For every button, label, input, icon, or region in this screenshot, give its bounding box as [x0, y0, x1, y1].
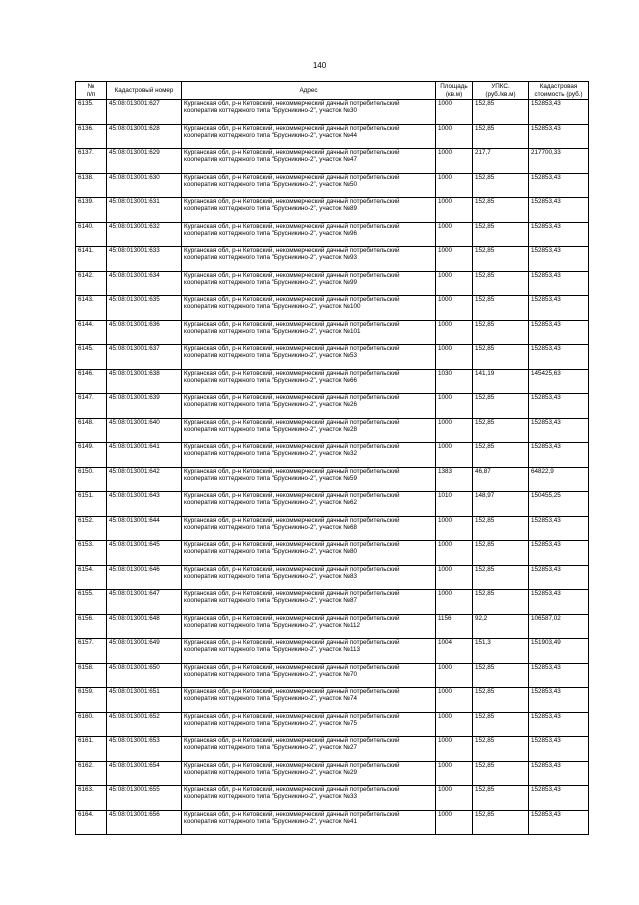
cell-num: 6164.: [76, 810, 107, 835]
cell-upks: 152,85: [473, 516, 529, 541]
cell-area: 1000: [436, 100, 473, 125]
cell-address: Курганская обл, р-н Кетовский, некоммерческий дачный потребительский кооператив коттеджного типа "Брусникино-2", участок №96: [182, 222, 436, 247]
cell-num: 6136.: [76, 124, 107, 149]
cell-area: 1383: [436, 467, 473, 492]
cell-address: Курганская обл, р-н Кетовский, некоммерческий дачный потребительский кооператив коттеджного типа "Брусникино-2", участок №26: [182, 394, 436, 419]
cell-value: 152853,43: [529, 418, 589, 443]
table-row: [76, 296, 589, 321]
cell-upks: 152,85: [473, 100, 529, 125]
cell-upks: 152,85: [473, 222, 529, 247]
cell-num: 6155.: [76, 590, 107, 615]
table-row: [76, 222, 589, 247]
cell-area: 1000: [436, 443, 473, 468]
table-row: [76, 516, 589, 541]
cell-area: 1000: [436, 688, 473, 713]
cell-value: 152853,43: [529, 198, 589, 223]
cell-value: 64822,9: [529, 467, 589, 492]
cell-value: 151903,49: [529, 639, 589, 664]
cell-cadastral: 45:08:013001:651: [107, 688, 182, 713]
cell-upks: 152,85: [473, 394, 529, 419]
cell-value: 152853,43: [529, 222, 589, 247]
cell-cadastral: 45:08:013001:655: [107, 786, 182, 811]
cell-cadastral: 45:08:013001:627: [107, 100, 182, 125]
cell-value: 152853,43: [529, 541, 589, 566]
cell-value: 152853,43: [529, 786, 589, 811]
cell-num: 6143.: [76, 296, 107, 321]
cell-upks: 152,85: [473, 296, 529, 321]
cell-num: 6160.: [76, 712, 107, 737]
cell-value: 152853,43: [529, 443, 589, 468]
table-row: [76, 786, 589, 811]
cell-upks: 152,85: [473, 418, 529, 443]
cell-num: 6157.: [76, 639, 107, 664]
cell-cadastral: 45:08:013001:650: [107, 663, 182, 688]
cell-upks: 152,85: [473, 443, 529, 468]
cell-area: 1156: [436, 614, 473, 639]
cell-area: 1004: [436, 639, 473, 664]
cell-upks: 152,85: [473, 810, 529, 835]
table-row: [76, 198, 589, 223]
cell-address: Курганская обл, р-н Кетовский, некоммерческий дачный потребительский кооператив коттеджного типа "Брусникино-2", участок №74: [182, 688, 436, 713]
cell-num: 6152.: [76, 516, 107, 541]
cell-num: 6161.: [76, 737, 107, 762]
table-row: [76, 590, 589, 615]
cell-num: 6158.: [76, 663, 107, 688]
cell-area: 1000: [436, 737, 473, 762]
cell-area: 1000: [436, 810, 473, 835]
table-row: [76, 492, 589, 517]
cell-area: 1000: [436, 296, 473, 321]
cell-cadastral: 45:08:013001:633: [107, 247, 182, 272]
cell-cadastral: 45:08:013001:642: [107, 467, 182, 492]
cell-address: Курганская обл, р-н Кетовский, некоммерческий дачный потребительский кооператив коттеджного типа "Брусникино-2", участок №53: [182, 345, 436, 370]
cell-address: Курганская обл, р-н Кетовский, некоммерческий дачный потребительский кооператив коттеджного типа "Брусникино-2", участок №100: [182, 296, 436, 321]
table-row: [76, 663, 589, 688]
table-row: [76, 639, 589, 664]
cell-cadastral: 45:08:013001:632: [107, 222, 182, 247]
table-row: [76, 173, 589, 198]
cell-upks: 152,85: [473, 761, 529, 786]
cell-cadastral: 45:08:013001:639: [107, 394, 182, 419]
cell-address: Курганская обл, р-н Кетовский, некоммерческий дачный потребительский кооператив коттеджного типа "Брусникино-2", участок №41: [182, 810, 436, 835]
cell-area: 1000: [436, 198, 473, 223]
cell-value: 152853,43: [529, 737, 589, 762]
cell-area: 1000: [436, 320, 473, 345]
cell-upks: 152,85: [473, 320, 529, 345]
cell-address: Курганская обл, р-н Кетовский, некоммерческий дачный потребительский кооператив коттеджного типа "Брусникино-2", участок №28: [182, 418, 436, 443]
cell-num: 6163.: [76, 786, 107, 811]
cell-upks: 152,85: [473, 271, 529, 296]
cell-area: 1000: [436, 345, 473, 370]
cell-value: 152853,43: [529, 688, 589, 713]
cell-area: 1000: [436, 516, 473, 541]
cell-area: 1030: [436, 369, 473, 394]
cell-upks: 46,87: [473, 467, 529, 492]
cell-address: Курганская обл, р-н Кетовский, некоммерческий дачный потребительский кооператив коттеджного типа "Брусникино-2", участок №101: [182, 320, 436, 345]
cell-value: 152853,43: [529, 712, 589, 737]
table-row: [76, 100, 589, 125]
cell-address: Курганская обл, р-н Кетовский, некоммерческий дачный потребительский кооператив коттеджного типа "Брусникино-2", участок №66: [182, 369, 436, 394]
table-row: [76, 737, 589, 762]
cell-value: 217700,33: [529, 149, 589, 174]
table-row: [76, 345, 589, 370]
cell-upks: 92,2: [473, 614, 529, 639]
cell-area: 1000: [436, 663, 473, 688]
cell-cadastral: 45:08:013001:637: [107, 345, 182, 370]
cell-value: 152853,43: [529, 296, 589, 321]
cell-cadastral: 45:08:013001:635: [107, 296, 182, 321]
cell-address: Курганская обл, р-н Кетовский, некоммерческий дачный потребительский кооператив коттеджного типа "Брусникино-2", участок №59: [182, 467, 436, 492]
cell-cadastral: 45:08:013001:644: [107, 516, 182, 541]
cell-num: 6142.: [76, 271, 107, 296]
cell-num: 6135.: [76, 100, 107, 125]
cell-cadastral: 45:08:013001:647: [107, 590, 182, 615]
cell-upks: 151,3: [473, 639, 529, 664]
cell-upks: 152,85: [473, 541, 529, 566]
table-row: [76, 688, 589, 713]
cell-address: Курганская обл, р-н Кетовский, некоммерческий дачный потребительский кооператив коттеджного типа "Брусникино-2", участок №32: [182, 443, 436, 468]
cell-area: 1010: [436, 492, 473, 517]
cell-area: 1000: [436, 541, 473, 566]
cell-address: Курганская обл, р-н Кетовский, некоммерческий дачный потребительский кооператив коттеджного типа "Брусникино-2", участок №99: [182, 271, 436, 296]
cell-num: 6140.: [76, 222, 107, 247]
cell-address: Курганская обл, р-н Кетовский, некоммерческий дачный потребительский кооператив коттеджного типа "Брусникино-2", участок №68: [182, 516, 436, 541]
table-row: [76, 320, 589, 345]
cell-value: 152853,43: [529, 810, 589, 835]
cell-value: 152853,43: [529, 345, 589, 370]
cell-upks: 152,85: [473, 786, 529, 811]
header-area: Площадь (кв.м): [436, 82, 473, 100]
cell-upks: 148,97: [473, 492, 529, 517]
cell-num: 6148.: [76, 418, 107, 443]
cell-upks: 152,85: [473, 173, 529, 198]
cell-upks: 152,85: [473, 198, 529, 223]
cell-cadastral: 45:08:013001:645: [107, 541, 182, 566]
cell-address: Курганская обл, р-н Кетовский, некоммерческий дачный потребительский кооператив коттеджного типа "Брусникино-2", участок №70: [182, 663, 436, 688]
cell-cadastral: 45:08:013001:649: [107, 639, 182, 664]
cell-cadastral: 45:08:013001:638: [107, 369, 182, 394]
cell-value: 152853,43: [529, 663, 589, 688]
cell-num: 6141.: [76, 247, 107, 272]
cell-address: Курганская обл, р-н Кетовский, некоммерческий дачный потребительский кооператив коттеджного типа "Брусникино-2", участок №33: [182, 786, 436, 811]
cell-area: 1000: [436, 271, 473, 296]
cell-cadastral: 45:08:013001:652: [107, 712, 182, 737]
cell-num: 6159.: [76, 688, 107, 713]
table-row: [76, 712, 589, 737]
cell-address: Курганская обл, р-н Кетовский, некоммерческий дачный потребительский кооператив коттеджного типа "Брусникино-2", участок №47: [182, 149, 436, 174]
cell-value: 152853,43: [529, 761, 589, 786]
cell-num: 6149.: [76, 443, 107, 468]
cadastral-value-table: [75, 81, 589, 835]
table-row: [76, 443, 589, 468]
cell-address: Курганская обл, р-н Кетовский, некоммерческий дачный потребительский кооператив коттеджного типа "Брусникино-2", участок №113: [182, 639, 436, 664]
table-row: [76, 418, 589, 443]
cell-num: 6154.: [76, 565, 107, 590]
cell-area: 1000: [436, 418, 473, 443]
cell-cadastral: 45:08:013001:636: [107, 320, 182, 345]
cell-value: 106587,02: [529, 614, 589, 639]
cell-address: Курганская обл, р-н Кетовский, некоммерческий дачный потребительский кооператив коттеджного типа "Брусникино-2", участок №89: [182, 198, 436, 223]
cell-cadastral: 45:08:013001:640: [107, 418, 182, 443]
cell-cadastral: 45:08:013001:628: [107, 124, 182, 149]
cell-cadastral: 45:08:013001:648: [107, 614, 182, 639]
header-address: Адрес: [182, 82, 436, 100]
cell-value: 152853,43: [529, 565, 589, 590]
cell-upks: 152,85: [473, 590, 529, 615]
cell-upks: 152,85: [473, 688, 529, 713]
table-row: [76, 467, 589, 492]
cell-cadastral: 45:08:013001:634: [107, 271, 182, 296]
cell-address: Курганская обл, р-н Кетовский, некоммерческий дачный потребительский кооператив коттеджного типа "Брусникино-2", участок №93: [182, 247, 436, 272]
cell-cadastral: 45:08:013001:646: [107, 565, 182, 590]
page-number: 140: [312, 61, 327, 70]
table-header-row: [76, 82, 589, 100]
cell-area: 1000: [436, 222, 473, 247]
cell-cadastral: 45:08:013001:643: [107, 492, 182, 517]
cell-cadastral: 45:08:013001:630: [107, 173, 182, 198]
cell-upks: 152,85: [473, 345, 529, 370]
table-row: [76, 124, 589, 149]
header-value: Кадастровая стоимость (руб.): [529, 82, 589, 100]
cell-num: 6151.: [76, 492, 107, 517]
cell-area: 1000: [436, 565, 473, 590]
cell-value: 152853,43: [529, 320, 589, 345]
cell-upks: 152,85: [473, 124, 529, 149]
cell-num: 6137.: [76, 149, 107, 174]
cell-address: Курганская обл, р-н Кетовский, некоммерческий дачный потребительский кооператив коттеджного типа "Брусникино-2", участок №27: [182, 737, 436, 762]
cell-area: 1000: [436, 394, 473, 419]
cell-address: Курганская обл, р-н Кетовский, некоммерческий дачный потребительский кооператив коттеджного типа "Брусникино-2", участок №30: [182, 100, 436, 125]
cell-area: 1000: [436, 247, 473, 272]
cell-address: Курганская обл, р-н Кетовский, некоммерческий дачный потребительский кооператив коттеджного типа "Брусникино-2", участок №80: [182, 541, 436, 566]
table-row: [76, 247, 589, 272]
table-row: [76, 565, 589, 590]
cell-area: 1000: [436, 173, 473, 198]
header-num: № п/п: [76, 82, 107, 100]
table-row: [76, 271, 589, 296]
cell-cadastral: 45:08:013001:629: [107, 149, 182, 174]
cell-value: 145425,63: [529, 369, 589, 394]
cell-cadastral: 45:08:013001:656: [107, 810, 182, 835]
cell-num: 6150.: [76, 467, 107, 492]
cell-cadastral: 45:08:013001:631: [107, 198, 182, 223]
table-row: [76, 761, 589, 786]
cell-num: 6156.: [76, 614, 107, 639]
cell-cadastral: 45:08:013001:653: [107, 737, 182, 762]
cell-value: 150455,25: [529, 492, 589, 517]
cell-num: 6147.: [76, 394, 107, 419]
cell-num: 6139.: [76, 198, 107, 223]
cell-address: Курганская обл, р-н Кетовский, некоммерческий дачный потребительский кооператив коттеджного типа "Брусникино-2", участок №44: [182, 124, 436, 149]
cell-address: Курганская обл, р-н Кетовский, некоммерческий дачный потребительский кооператив коттеджного типа "Брусникино-2", участок №75: [182, 712, 436, 737]
cell-area: 1000: [436, 590, 473, 615]
cell-value: 152853,43: [529, 271, 589, 296]
cell-address: Курганская обл, р-н Кетовский, некоммерческий дачный потребительский кооператив коттеджного типа "Брусникино-2", участок №112: [182, 614, 436, 639]
cell-value: 152853,43: [529, 173, 589, 198]
cell-num: 6145.: [76, 345, 107, 370]
cell-cadastral: 45:08:013001:654: [107, 761, 182, 786]
cell-upks: 152,85: [473, 247, 529, 272]
cell-address: Курганская обл, р-н Кетовский, некоммерческий дачный потребительский кооператив коттеджного типа "Брусникино-2", участок №62: [182, 492, 436, 517]
header-upks: УПКС. (руб./кв.м): [473, 82, 529, 100]
cell-upks: 152,85: [473, 737, 529, 762]
cell-area: 1000: [436, 786, 473, 811]
table-row: [76, 149, 589, 174]
cell-value: 152853,43: [529, 394, 589, 419]
table-row: [76, 810, 589, 835]
cell-upks: 152,85: [473, 712, 529, 737]
cell-cadastral: 45:08:013001:641: [107, 443, 182, 468]
cell-area: 1000: [436, 124, 473, 149]
cell-value: 152853,43: [529, 124, 589, 149]
cell-address: Курганская обл, р-н Кетовский, некоммерческий дачный потребительский кооператив коттеджного типа "Брусникино-2", участок №29: [182, 761, 436, 786]
cell-address: Курганская обл, р-н Кетовский, некоммерческий дачный потребительский кооператив коттеджного типа "Брусникино-2", участок №50: [182, 173, 436, 198]
table-row: [76, 541, 589, 566]
cell-upks: 152,85: [473, 663, 529, 688]
cell-area: 1000: [436, 712, 473, 737]
cell-num: 6162.: [76, 761, 107, 786]
header-cadastral: Кадастровый номер: [107, 82, 182, 100]
cell-num: 6138.: [76, 173, 107, 198]
cell-upks: 141,19: [473, 369, 529, 394]
cell-area: 1000: [436, 761, 473, 786]
cell-value: 152853,43: [529, 100, 589, 125]
cell-value: 152853,43: [529, 247, 589, 272]
cell-address: Курганская обл, р-н Кетовский, некоммерческий дачный потребительский кооператив коттеджного типа "Брусникино-2", участок №87: [182, 590, 436, 615]
cell-upks: 152,85: [473, 565, 529, 590]
cell-upks: 217,7: [473, 149, 529, 174]
cell-value: 152853,43: [529, 590, 589, 615]
cell-num: 6144.: [76, 320, 107, 345]
cell-num: 6153.: [76, 541, 107, 566]
table-row: [76, 614, 589, 639]
cell-address: Курганская обл, р-н Кетовский, некоммерческий дачный потребительский кооператив коттеджного типа "Брусникино-2", участок №83: [182, 565, 436, 590]
table-row: [76, 394, 589, 419]
cell-num: 6146.: [76, 369, 107, 394]
table-row: [76, 369, 589, 394]
cell-area: 1000: [436, 149, 473, 174]
cell-value: 152853,43: [529, 516, 589, 541]
